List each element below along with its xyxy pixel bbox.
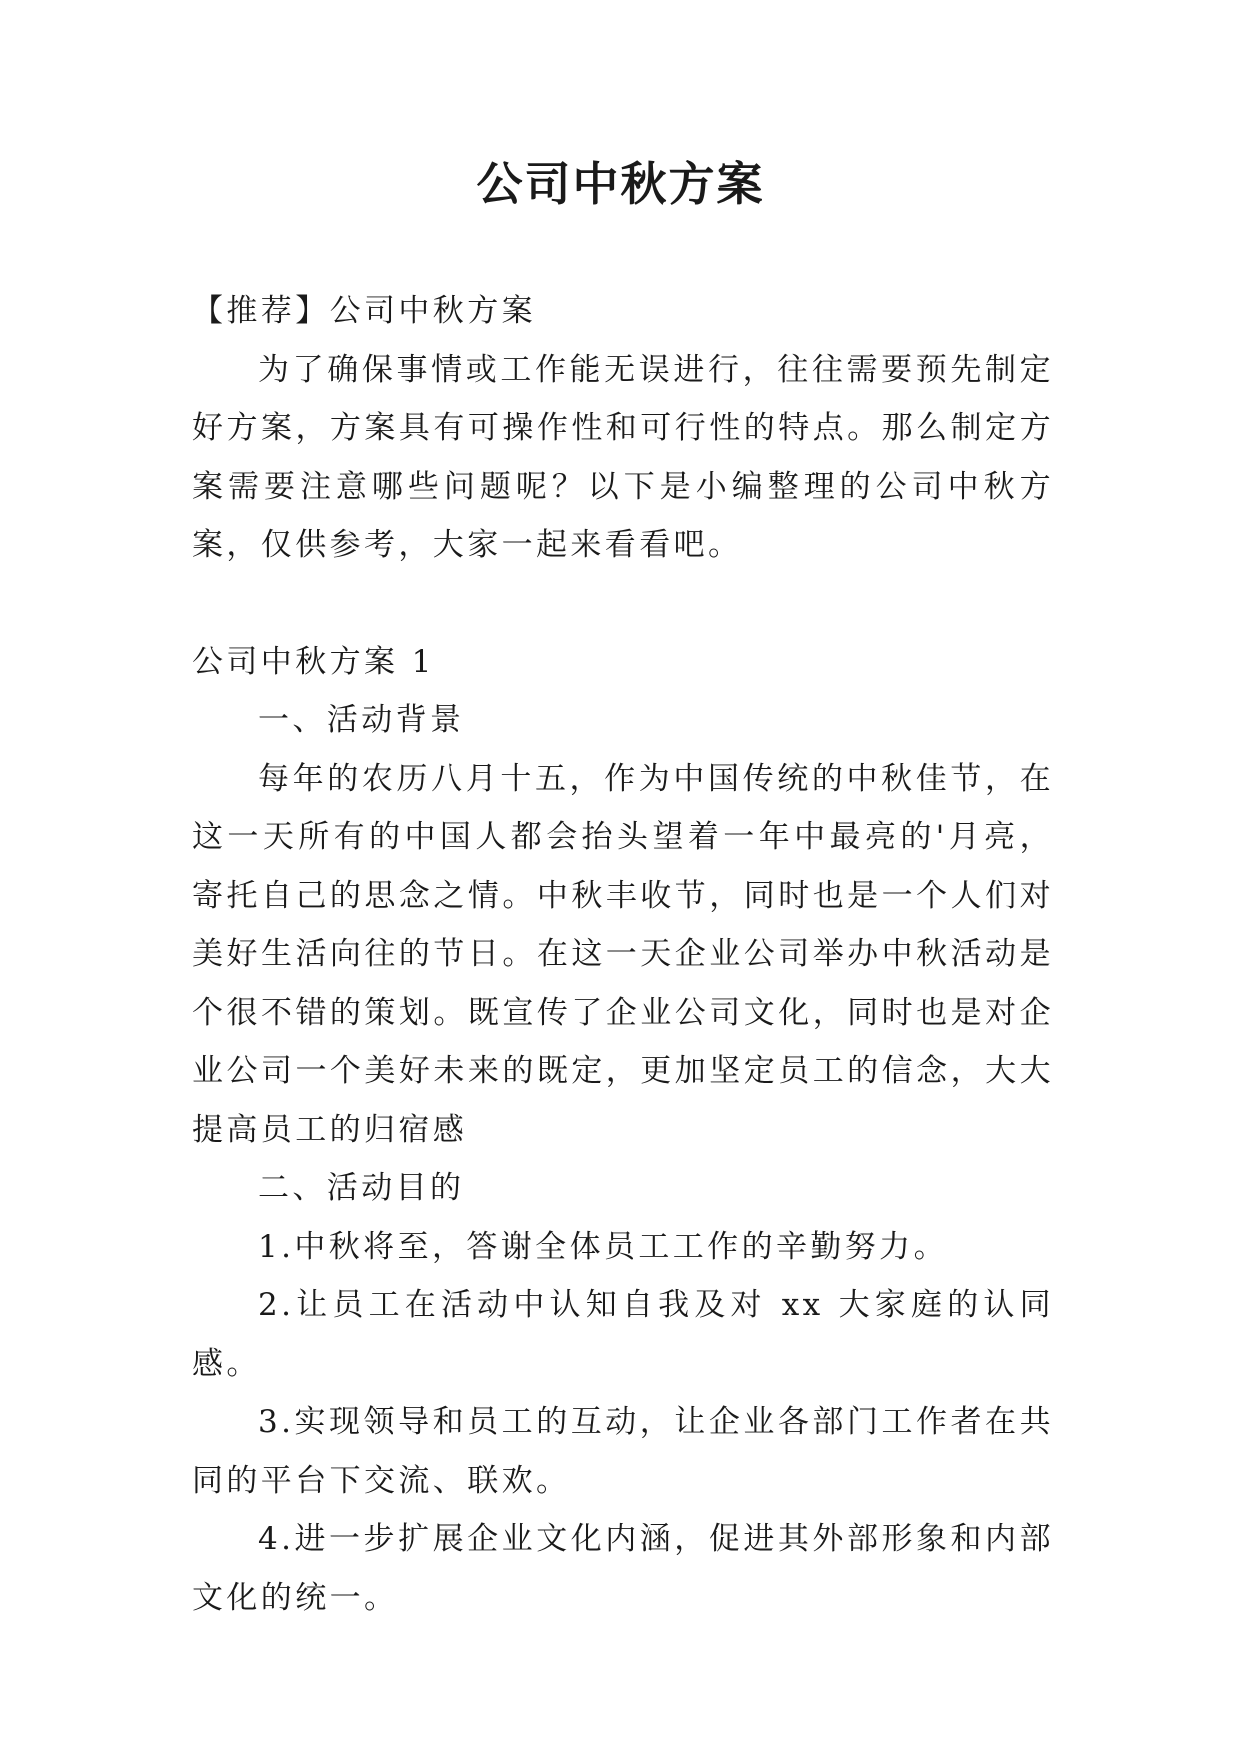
section-spacer [192, 575, 1054, 633]
section-title: 公司中秋方案 1 [192, 643, 435, 680]
goal-item-4: 4.进一步扩展企业文化内涵，促进其外部形象和内部文化的统一。 [192, 1521, 1054, 1616]
document-title: 公司中秋方案 [476, 157, 765, 211]
part1-paragraph: 每年的农历八月十五，作为中国传统的中秋佳节，在这一天所有的中国人都会抬头望着一年中最亮的'月亮，寄托自己的思念之情。中秋丰收节，同时也是一个人们对美好生活向往的节日。在这一天企业公司举办中秋活动是个很不错的策划。既宣传了企业公司文化，同时也是对企业公司一个美好未来的既定，更加坚定员工的信念，大大提高员工的归宿感 [192, 760, 1054, 1148]
document-body [192, 282, 1054, 1627]
recommend-line: 【推荐】公司中秋方案 [192, 293, 536, 329]
part2-heading: 二、活动目的 [258, 1170, 465, 1206]
goal-item-3: 3.实现领导和员工的互动，让企业各部门工作者在共同的平台下交流、联欢。 [192, 1404, 1054, 1499]
goal-item-2: 2.让员工在活动中认知自我及对 xx 大家庭的认同感。 [192, 1287, 1054, 1382]
part1-heading: 一、活动背景 [258, 702, 465, 738]
intro-paragraph: 为了确保事情或工作能无误进行，往往需要预先制定好方案，方案具有可操作性和可行性的特点。那么制定方案需要注意哪些问题呢？以下是小编整理的公司中秋方案，仅供参考，大家一起来看看吧。 [192, 351, 1054, 563]
goal-item-1: 1.中秋将至，答谢全体员工工作的辛勤努力。 [258, 1228, 948, 1265]
